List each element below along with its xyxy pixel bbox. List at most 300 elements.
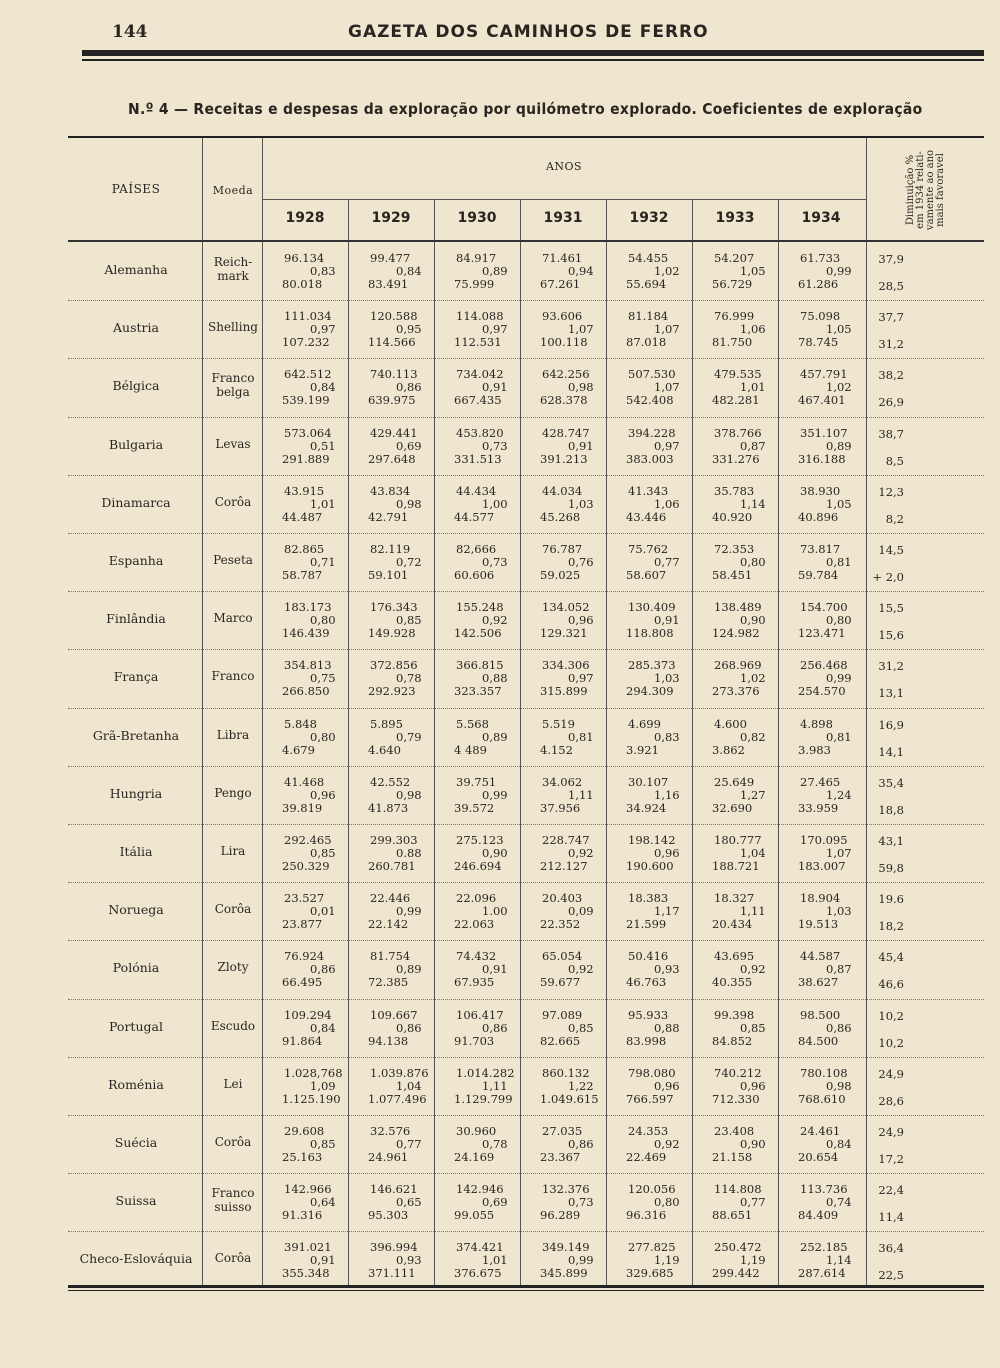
expenses-value: 84.409: [798, 1208, 839, 1222]
coefficient-value: 1,05: [826, 497, 852, 511]
decrease-coefficient: 28,6: [878, 1094, 904, 1108]
receipts-value: 43.834: [370, 484, 411, 498]
coefficient-value: 0,98: [396, 788, 422, 802]
expenses-value: 297.648: [368, 452, 416, 466]
expenses-value: 91.703: [454, 1034, 495, 1048]
currency-name: Corôa: [214, 1251, 252, 1265]
decrease-coefficient: 14,1: [878, 745, 904, 759]
receipts-value: 76.924: [284, 949, 325, 963]
country-name: Roménia: [108, 1077, 164, 1092]
coefficient-value: 0,91: [482, 962, 508, 976]
row-separator: [68, 475, 984, 476]
expenses-value: 142.506: [454, 626, 502, 640]
row-separator: [68, 824, 984, 825]
table-bottom-rule-thin: [68, 1290, 984, 1291]
expenses-value: 60.606: [454, 568, 495, 582]
receipts-value: 396.994: [370, 1240, 418, 1254]
expenses-value: 355.348: [282, 1266, 330, 1280]
decrease-coefficient: 31,2: [878, 337, 904, 351]
year-header: 1934: [801, 210, 841, 226]
receipts-value: 256.468: [800, 658, 848, 672]
coefficient-value: 0,97: [482, 322, 508, 336]
expenses-value: 75.999: [454, 277, 495, 291]
expenses-value: 20.654: [798, 1150, 839, 1164]
coefficient-value: 0,85: [568, 1021, 594, 1035]
coefficient-value: 0,88: [482, 671, 508, 685]
receipts-value: 457.791: [800, 367, 848, 381]
expenses-value: 188.721: [712, 859, 760, 873]
receipts-value: 99.398: [714, 1008, 755, 1022]
receipts-value: 81.754: [370, 949, 411, 963]
expenses-value: 42.791: [368, 510, 409, 524]
receipts-value: 5.519: [542, 717, 575, 731]
receipts-value: 38.930: [800, 484, 841, 498]
coefficient-value: 1,06: [654, 497, 680, 511]
coefficient-value: 0,81: [826, 730, 852, 744]
coefficient-value: 0,76: [568, 555, 594, 569]
col-header-currency: Moeda: [212, 184, 254, 197]
receipts-value: 132.376: [542, 1182, 590, 1196]
coefficient-value: 1,03: [826, 904, 852, 918]
decrease-receipts: 45,4: [878, 950, 904, 964]
receipts-value: 93.606: [542, 309, 583, 323]
receipts-value: 378.766: [714, 426, 762, 440]
coefficient-value: 1,07: [654, 380, 680, 394]
expenses-value: 4.679: [282, 743, 315, 757]
expenses-value: 316.188: [798, 452, 846, 466]
expenses-value: 482.281: [712, 393, 760, 407]
coefficient-value: 0,87: [740, 439, 766, 453]
receipts-value: 44.587: [800, 949, 841, 963]
receipts-value: 30.960: [456, 1124, 497, 1138]
coefficient-value: 1,02: [654, 264, 680, 278]
coefficient-value: 0,98: [396, 497, 422, 511]
receipts-value: 42.552: [370, 775, 411, 789]
receipts-value: 120.056: [628, 1182, 676, 1196]
receipts-value: 34.062: [542, 775, 583, 789]
expenses-value: 83.998: [626, 1034, 667, 1048]
coefficient-value: 0,73: [482, 439, 508, 453]
receipts-value: 109.294: [284, 1008, 332, 1022]
receipts-value: 20.403: [542, 891, 583, 905]
expenses-value: 250.329: [282, 859, 330, 873]
decrease-receipts: 16,9: [878, 718, 904, 732]
receipts-value: 170.095: [800, 833, 848, 847]
receipts-value: 43.695: [714, 949, 755, 963]
expenses-value: 99.055: [454, 1208, 495, 1222]
receipts-value: 72.353: [714, 542, 755, 556]
column-divider: [692, 200, 693, 1285]
coefficient-value: 1.00: [482, 904, 508, 918]
expenses-value: 273.376: [712, 684, 760, 698]
receipts-value: 41.468: [284, 775, 325, 789]
expenses-value: 59.025: [540, 568, 581, 582]
country-name: Suissa: [115, 1193, 157, 1208]
expenses-value: 129.321: [540, 626, 588, 640]
coefficient-value: 0,84: [826, 1137, 852, 1151]
coefficient-value: 0,84: [396, 264, 422, 278]
coefficient-value: 0,97: [654, 439, 680, 453]
currency-name: Franco: [211, 669, 255, 683]
receipts-value: 75.762: [628, 542, 669, 556]
coefficient-value: 0,96: [654, 1079, 680, 1093]
receipts-value: 41.343: [628, 484, 669, 498]
receipts-value: 4.898: [800, 717, 833, 731]
receipts-value: 54.207: [714, 251, 755, 265]
expenses-value: 329.685: [626, 1266, 674, 1280]
year-header: 1933: [715, 210, 755, 226]
coefficient-value: 0,99: [826, 264, 852, 278]
receipts-value: 44.034: [542, 484, 583, 498]
column-divider: [434, 200, 435, 1285]
receipts-value: 134.052: [542, 600, 590, 614]
receipts-value: 25.649: [714, 775, 755, 789]
coefficient-value: 1,11: [482, 1079, 508, 1093]
receipts-value: 180.777: [714, 833, 762, 847]
coefficient-value: 0,89: [482, 264, 508, 278]
expenses-value: 22.352: [540, 917, 581, 931]
coefficient-value: 0,51: [310, 439, 336, 453]
coefficient-value: 0,73: [482, 555, 508, 569]
coefficient-value: 0,92: [654, 1137, 680, 1151]
country-name: Checo-Eslováquia: [79, 1251, 193, 1266]
coefficient-value: 0,90: [740, 613, 766, 627]
expenses-value: 59.784: [798, 568, 839, 582]
expenses-value: 23.367: [540, 1150, 581, 1164]
receipts-value: 277.825: [628, 1240, 676, 1254]
receipts-value: 82,666: [456, 542, 497, 556]
expenses-value: 80.018: [282, 277, 323, 291]
coefficient-value: 1,04: [396, 1079, 422, 1093]
coefficient-value: 1,02: [740, 671, 766, 685]
expenses-value: 323.357: [454, 684, 502, 698]
coefficient-value: 1,19: [654, 1253, 680, 1267]
decrease-coefficient: 28,5: [878, 279, 904, 293]
row-separator: [68, 591, 984, 592]
receipts-value: 32.576: [370, 1124, 411, 1138]
coefficient-value: 0,99: [826, 671, 852, 685]
coefficient-value: 1,00: [482, 497, 508, 511]
coefficient-value: 0,83: [310, 264, 336, 278]
country-name: Suécia: [114, 1135, 158, 1150]
decrease-receipts: 24,9: [878, 1067, 904, 1081]
expenses-value: 21.599: [626, 917, 667, 931]
table-bottom-rule: [68, 1285, 984, 1288]
receipts-value: 507.530: [628, 367, 676, 381]
coefficient-value: 1,16: [654, 788, 680, 802]
receipts-value: 22.446: [370, 891, 411, 905]
expenses-value: 84.852: [712, 1034, 753, 1048]
expenses-value: 88.651: [712, 1208, 753, 1222]
expenses-value: 391.213: [540, 452, 588, 466]
coefficient-value: 0,96: [654, 846, 680, 860]
coefficient-value: 0,92: [482, 613, 508, 627]
currency-name: Corôa: [214, 1135, 252, 1149]
receipts-value: 71.461: [542, 251, 583, 265]
year-header: 1932: [629, 210, 669, 226]
expenses-value: 315.899: [540, 684, 588, 698]
receipts-value: 39.751: [456, 775, 497, 789]
coefficient-value: 0,95: [396, 322, 422, 336]
receipts-value: 642.256: [542, 367, 590, 381]
receipts-value: 1.028,768: [284, 1066, 343, 1080]
row-separator: [68, 708, 984, 709]
decrease-receipts: 12,3: [878, 485, 904, 499]
coefficient-value: 0,98: [568, 380, 594, 394]
coefficient-value: 0,89: [826, 439, 852, 453]
coefficient-value: 1,03: [654, 671, 680, 685]
receipts-value: 27.465: [800, 775, 841, 789]
receipts-value: 299.303: [370, 833, 418, 847]
coefficient-value: 0,90: [740, 1137, 766, 1151]
decrease-receipts: 15,5: [878, 601, 904, 615]
expenses-value: 766.597: [626, 1092, 674, 1106]
expenses-value: 46.763: [626, 975, 667, 989]
expenses-value: 4.640: [368, 743, 401, 757]
expenses-value: 1.049.615: [540, 1092, 599, 1106]
expenses-value: 23.877: [282, 917, 323, 931]
column-divider: [866, 138, 867, 1285]
row-separator: [68, 1173, 984, 1174]
expenses-value: 25.163: [282, 1150, 323, 1164]
row-separator: [68, 417, 984, 418]
coefficient-value: 0,91: [482, 380, 508, 394]
country-name: Noruega: [108, 902, 164, 917]
decrease-coefficient: 18,8: [878, 803, 904, 817]
coefficient-value: 0,86: [396, 380, 422, 394]
coefficient-value: 1,06: [740, 322, 766, 336]
decrease-receipts: 19.6: [878, 892, 904, 906]
expenses-value: 24.169: [454, 1150, 495, 1164]
expenses-value: 91.864: [282, 1034, 323, 1048]
receipts-value: 97.089: [542, 1008, 583, 1022]
coefficient-value: 0,79: [396, 730, 422, 744]
expenses-value: 61.286: [798, 277, 839, 291]
expenses-value: 39.572: [454, 801, 495, 815]
table-title: N.º 4 — Receitas e despesas da exploração por quilómetro explorado. Coeficientes de exploração: [128, 100, 923, 118]
receipts-value: 142.946: [456, 1182, 504, 1196]
expenses-value: 246.694: [454, 859, 502, 873]
coefficient-value: 1,14: [826, 1253, 852, 1267]
receipts-value: 740.212: [714, 1066, 762, 1080]
table-top-rule: [68, 136, 984, 138]
receipts-value: 860.132: [542, 1066, 590, 1080]
decrease-receipts: 35,4: [878, 776, 904, 790]
expenses-value: 768.610: [798, 1092, 846, 1106]
receipts-value: 198.142: [628, 833, 676, 847]
coefficient-value: 0,88: [654, 1021, 680, 1035]
column-divider: [348, 200, 349, 1285]
coefficient-value: 1,24: [826, 788, 852, 802]
coefficient-value: 0,96: [568, 613, 594, 627]
expenses-value: 183.007: [798, 859, 846, 873]
country-name: Bulgaria: [108, 437, 164, 452]
coefficient-value: 1,19: [740, 1253, 766, 1267]
coefficient-value: 1,07: [654, 322, 680, 336]
coefficient-value: 0,77: [396, 1137, 422, 1151]
receipts-value: 573.064: [284, 426, 332, 440]
country-name: Hungria: [109, 786, 163, 801]
expenses-value: 96.289: [540, 1208, 581, 1222]
year-header: 1930: [457, 210, 497, 226]
expenses-value: 67.935: [454, 975, 495, 989]
expenses-value: 83.491: [368, 277, 409, 291]
coefficient-value: 0,93: [396, 1253, 422, 1267]
receipts-value: 428.747: [542, 426, 590, 440]
country-name: Espanha: [108, 553, 164, 568]
decrease-receipts: 24,9: [878, 1125, 904, 1139]
receipts-value: 18.327: [714, 891, 755, 905]
country-name: Dinamarca: [101, 495, 171, 510]
coefficient-value: 0.88: [396, 846, 422, 860]
year-header: 1929: [371, 210, 411, 226]
expenses-value: 24.961: [368, 1150, 409, 1164]
currency-name: Franco suisso: [211, 1186, 255, 1214]
expenses-value: 59.677: [540, 975, 581, 989]
receipts-value: 130.409: [628, 600, 676, 614]
expenses-value: 4 489: [454, 743, 487, 757]
receipts-value: 354.813: [284, 658, 332, 672]
currency-name: Corôa: [214, 495, 252, 509]
receipts-value: 155.248: [456, 600, 504, 614]
coefficient-value: 0,99: [482, 788, 508, 802]
decrease-coefficient: 8,2: [885, 512, 904, 526]
expenses-value: 1.125.190: [282, 1092, 341, 1106]
receipts-value: 142.966: [284, 1182, 332, 1196]
coefficient-value: 0,82: [740, 730, 766, 744]
expenses-value: 40.896: [798, 510, 839, 524]
expenses-value: 40.920: [712, 510, 753, 524]
row-separator: [68, 649, 984, 650]
receipts-value: 372.856: [370, 658, 418, 672]
expenses-value: 331.513: [454, 452, 502, 466]
currency-name: Zloty: [217, 960, 249, 974]
currency-name: Reich- mark: [213, 255, 253, 283]
receipts-value: 138.489: [714, 600, 762, 614]
header-divider: [262, 199, 866, 200]
header-rule: [82, 50, 984, 56]
expenses-value: 81.750: [712, 335, 753, 349]
expenses-value: 66.495: [282, 975, 323, 989]
receipts-value: 18.383: [628, 891, 669, 905]
expenses-value: 539.199: [282, 393, 330, 407]
expenses-value: 628.378: [540, 393, 588, 407]
receipts-value: 734.042: [456, 367, 504, 381]
currency-name: Lira: [220, 844, 246, 858]
expenses-value: 146.439: [282, 626, 330, 640]
coefficient-value: 0,73: [568, 1195, 594, 1209]
receipts-value: 250.472: [714, 1240, 762, 1254]
row-separator: [68, 358, 984, 359]
decrease-receipts: 43,1: [878, 834, 904, 848]
decrease-coefficient: 26,9: [878, 395, 904, 409]
coefficient-value: 0,64: [310, 1195, 336, 1209]
decrease-coefficient: 17,2: [878, 1152, 904, 1166]
coefficient-value: 0,98: [826, 1079, 852, 1093]
row-separator: [68, 999, 984, 1000]
expenses-value: 254.570: [798, 684, 846, 698]
coefficient-value: 0,92: [568, 846, 594, 860]
currency-name: Corôa: [214, 902, 252, 916]
row-separator: [68, 533, 984, 534]
receipts-value: 24.461: [800, 1124, 841, 1138]
coefficient-value: 0,77: [654, 555, 680, 569]
expenses-value: 58.607: [626, 568, 667, 582]
coefficient-value: 0,85: [310, 846, 336, 860]
decrease-coefficient: 59,8: [878, 861, 904, 875]
expenses-value: 94.138: [368, 1034, 409, 1048]
coefficient-value: 0,91: [310, 1253, 336, 1267]
currency-name: Levas: [215, 437, 251, 451]
coefficient-value: 0,72: [396, 555, 422, 569]
receipts-value: 75.098: [800, 309, 841, 323]
receipts-value: 351.107: [800, 426, 848, 440]
expenses-value: 59.101: [368, 568, 409, 582]
expenses-value: 3.921: [626, 743, 659, 757]
expenses-value: 112.531: [454, 335, 502, 349]
receipts-value: 109.667: [370, 1008, 418, 1022]
coefficient-value: 0,71: [310, 555, 336, 569]
receipts-value: 1.039.876: [370, 1066, 429, 1080]
expenses-value: 33.959: [798, 801, 839, 815]
decrease-receipts: 38,7: [878, 427, 904, 441]
coefficient-value: 1,03: [568, 497, 594, 511]
coefficient-value: 0,86: [482, 1021, 508, 1035]
receipts-value: 22.096: [456, 891, 497, 905]
receipts-value: 154.700: [800, 600, 848, 614]
receipts-value: 76.999: [714, 309, 755, 323]
currency-name: Pengo: [214, 786, 252, 800]
expenses-value: 96.316: [626, 1208, 667, 1222]
receipts-value: 29.608: [284, 1124, 325, 1138]
decrease-receipts: 38,2: [878, 368, 904, 382]
expenses-value: 44.577: [454, 510, 495, 524]
coefficient-value: 1,05: [826, 322, 852, 336]
column-divider: [520, 200, 521, 1285]
decrease-receipts: 14,5: [878, 543, 904, 557]
receipts-value: 5.568: [456, 717, 489, 731]
receipts-value: 349.149: [542, 1240, 590, 1254]
expenses-value: 107.232: [282, 335, 330, 349]
receipts-value: 120.588: [370, 309, 418, 323]
expenses-value: 4.152: [540, 743, 573, 757]
coefficient-value: 0,91: [568, 439, 594, 453]
column-divider: [262, 138, 263, 1285]
coefficient-value: 0,86: [396, 1021, 422, 1035]
expenses-value: 114.566: [368, 335, 416, 349]
row-separator: [68, 882, 984, 883]
coefficient-value: 0,87: [826, 962, 852, 976]
coefficient-value: 0,80: [654, 1195, 680, 1209]
receipts-value: 429.441: [370, 426, 418, 440]
expenses-value: 56.729: [712, 277, 753, 291]
coefficient-value: 0,77: [740, 1195, 766, 1209]
coefficient-value: 0,78: [396, 671, 422, 685]
expenses-value: 291.889: [282, 452, 330, 466]
expenses-value: 266.850: [282, 684, 330, 698]
header-rule-thin: [82, 59, 984, 61]
receipts-value: 391.021: [284, 1240, 332, 1254]
receipts-value: 479.535: [714, 367, 762, 381]
coefficient-value: 0,78: [482, 1137, 508, 1151]
expenses-value: 91.316: [282, 1208, 323, 1222]
country-name: Alemanha: [104, 262, 168, 277]
coefficient-value: 0,65: [396, 1195, 422, 1209]
receipts-value: 76.787: [542, 542, 583, 556]
receipts-value: 43.915: [284, 484, 325, 498]
coefficient-value: 1,01: [310, 497, 336, 511]
expenses-value: 331.276: [712, 452, 760, 466]
